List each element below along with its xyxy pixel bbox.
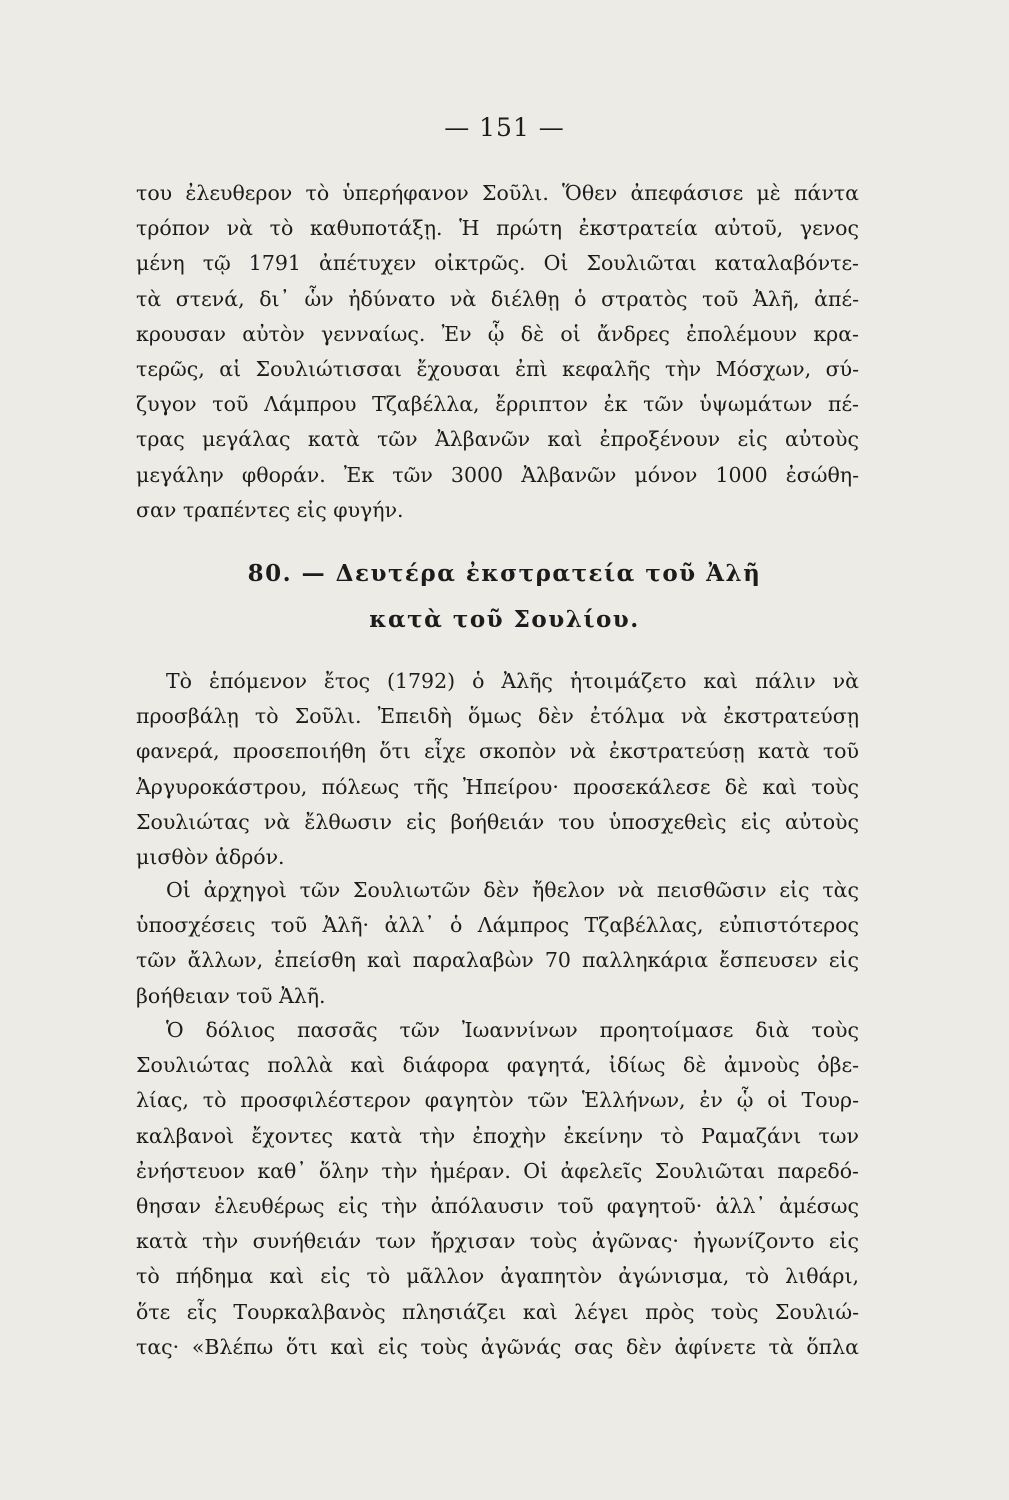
text-line: τῶν ἄλλων, ἐπείσθη καὶ παραλαβὼν 70 παλληκάρια ἔσπευσεν εἰς: [136, 948, 859, 973]
text-line: κρουσαν αὐτὸν γενναίως. Ἐν ᾧ δὲ οἱ ἄνδρες ἐπολέμουν κρα-: [136, 321, 859, 346]
text-line: Σουλιώτας πολλὰ καὶ διάφορα φαγητά, ἰδίως δὲ ἀμνοὺς ὀβε-: [136, 1053, 859, 1078]
text-line: Σουλιώτας νὰ ἔλθωσιν εἰς βοήθειάν του ὑποσχεθεὶς εἰς αὐτοὺς: [136, 809, 859, 834]
text-line: Ὁ δόλιος πασσᾶς τῶν Ἰωαννίνων προητοίμασε διὰ τοὺς: [166, 1018, 859, 1042]
text-line: Ἀργυροκάστρου, πόλεως τῆς Ἠπείρου· προσεκάλεσε δὲ καὶ τοὺς: [136, 774, 859, 799]
text-line: Τὸ ἑπόμενον ἔτος (1792) ὁ Ἀλῆς ἡτοιμάζετο καὶ πάλιν νὰ: [166, 669, 859, 693]
text-line: τὰ στενά, δι᾿ ὧν ἠδύνατο νὰ διέλθῃ ὁ στρατὸς τοῦ Ἀλῆ, ἀπέ-: [136, 286, 859, 311]
section-heading-line-2: κατὰ τοῦ Σουλίου.: [369, 606, 640, 633]
text-line: κατὰ τὴν συνήθειάν των ἤρχισαν τοὺς ἀγῶνας· ἠγωνίζοντο εἰς: [136, 1229, 859, 1254]
text-line: τρόπον νὰ τὸ καθυποτάξῃ. Ἡ πρώτη ἐκστρατεία αὐτοῦ, γενος: [136, 216, 859, 241]
paragraph-first-campaign: [136, 176, 859, 528]
text-line: τρας μεγάλας κατὰ τῶν Ἀλβανῶν καὶ ἐπροξένουν εἰς αὐτοὺς: [136, 427, 859, 452]
text-line: τερῶς, αἱ Σουλιώτισσαι ἔχουσαι ἐπὶ κεφαλῆς τὴν Μόσχων, σύ-: [136, 356, 859, 381]
text-line: Οἱ ἀρχηγοὶ τῶν Σουλιωτῶν δὲν ἤθελον νὰ πεισθῶσιν εἰς τὰς: [166, 878, 859, 902]
text-line: ἐνήστευον καθ᾿ ὅλην τὴν ἡμέραν. Οἱ ἀφελεῖς Σουλιῶται παρεδό-: [136, 1158, 859, 1183]
text-line: λίας, τὸ προσφιλέστερον φαγητὸν τῶν Ἑλλήνων, ἐν ᾧ οἱ Τουρ-: [136, 1088, 859, 1113]
paragraph-next-year: [136, 664, 859, 875]
text-line: καλβανοὶ ἔχοντες κατὰ τὴν ἐποχὴν ἐκείνην τὸ Ραμαζάνι των: [136, 1123, 859, 1148]
text-line: μεγάλην φθοράν. Ἐκ τῶν 3000 Ἀλβανῶν μόνον 1000 ἐσώθη-: [136, 462, 859, 487]
paragraph-leaders: [136, 873, 859, 1014]
text-line: θησαν ἐλευθέρως εἰς τὴν ἀπόλαυσιν τοῦ φαγητοῦ· ἀλλ᾿ ἀμέσως: [136, 1193, 859, 1218]
text-line: ὑποσχέσεις τοῦ Ἀλῆ· ἀλλ᾿ ὁ Λάμπρος Τζαβέλλας, εὐπιστότερος: [136, 913, 859, 938]
text-line: προσβάλῃ τὸ Σοῦλι. Ἐπειδὴ ὅμως δὲν ἐτόλμα νὰ ἐκστρατεύσῃ: [136, 704, 859, 729]
text-line: βοήθειαν τοῦ Ἀλῆ.: [136, 983, 326, 1008]
text-line: φανερά, προσεποιήθη ὅτι εἶχε σκοπὸν νὰ ἐκστρατεύσῃ κατὰ τοῦ: [136, 739, 859, 764]
text-line: μισθὸν ἁδρόν.: [136, 844, 285, 869]
text-line: μένη τῷ 1791 ἀπέτυχεν οἰκτρῶς. Οἱ Σουλιῶται καταλαβόντε-: [136, 251, 859, 276]
page-number: — 151 —: [444, 113, 565, 142]
text-line: του ἐλευθερον τὸ ὑπερήφανον Σοῦλι. Ὅθεν ἀπεφάσισε μὲ πάντα: [136, 181, 859, 205]
paragraph-pasha-feast: [136, 1013, 859, 1365]
text-line: ὅτε εἷς Τουρκαλβανὸς πλησιάζει καὶ λέγει πρὸς τοὺς Σουλιώ-: [136, 1299, 859, 1324]
section-heading-line-1: 80. — Δευτέρα ἐκστρατεία τοῦ Ἀλῆ: [247, 560, 762, 587]
text-line: τὸ πήδημα καὶ εἰς τὸ μᾶλλον ἀγαπητὸν ἀγώνισμα, τὸ λιθάρι,: [136, 1264, 859, 1289]
text-line: τας· «Βλέπω ὅτι καὶ εἰς τοὺς ἀγῶνάς σας δὲν ἀφίνετε τὰ ὅπλα: [136, 1334, 859, 1359]
text-line: ζυγον τοῦ Λάμπρου Τζαβέλλα, ἔρριπτον ἐκ τῶν ὑψωμάτων πέ-: [136, 392, 859, 417]
text-line: σαν τραπέντες εἰς φυγήν.: [136, 497, 404, 522]
